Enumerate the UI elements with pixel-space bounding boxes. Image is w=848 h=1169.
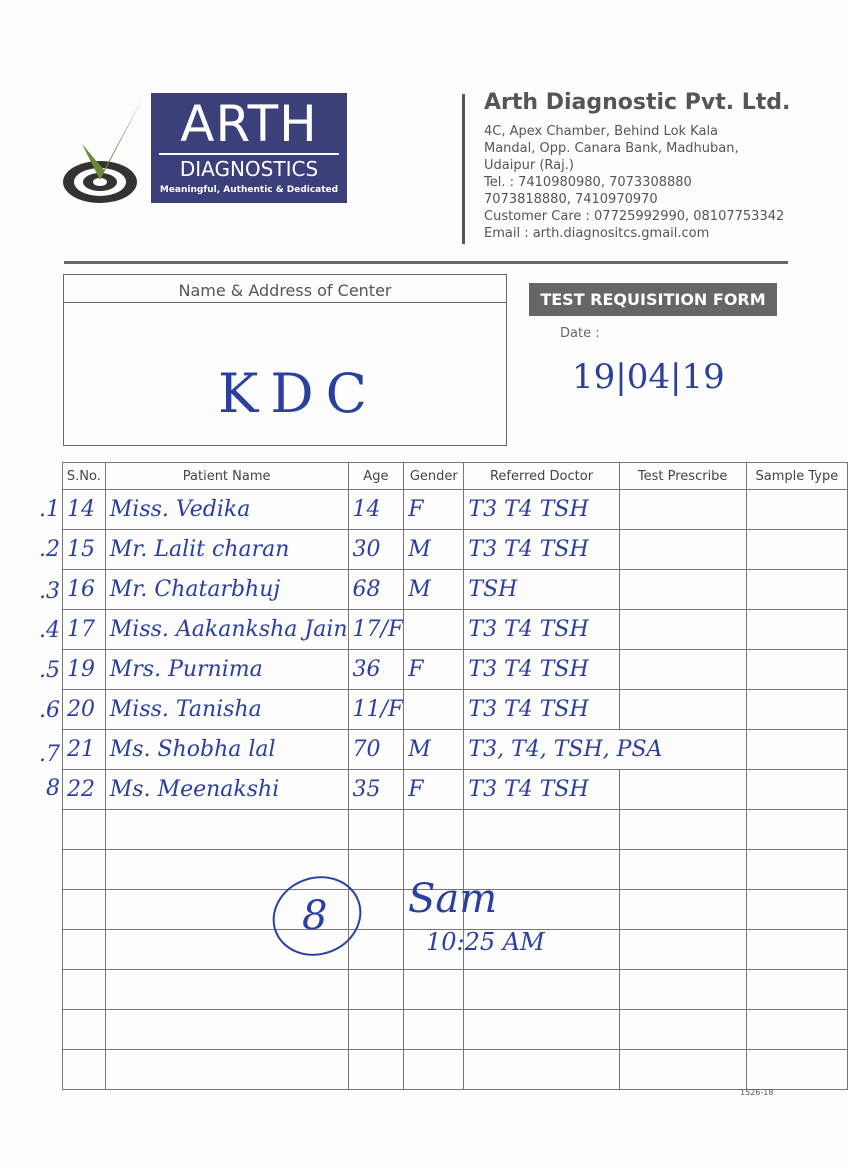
center-box-title: Name & Address of Center bbox=[178, 281, 392, 300]
cell-referred-doctor: T3 T4 TSH bbox=[464, 770, 619, 810]
table-row bbox=[63, 530, 848, 570]
table-row-empty bbox=[63, 810, 848, 850]
form-number: 1526-18 bbox=[740, 1088, 774, 1097]
date-value: 19|04|19 bbox=[572, 357, 725, 397]
cell-referred-doctor: T3, T4, TSH, PSA bbox=[464, 730, 746, 770]
table-row bbox=[63, 490, 848, 530]
cell-sample-type bbox=[746, 770, 847, 810]
company-name: Arth Diagnostic Pvt. Ltd. bbox=[484, 90, 791, 115]
logo-box bbox=[151, 93, 347, 203]
signature: Sam bbox=[408, 876, 498, 922]
cell-patient-name: Mr. Lalit charan bbox=[105, 530, 348, 570]
cell-referred-doctor: T3 T4 TSH bbox=[464, 690, 619, 730]
table-row bbox=[63, 690, 848, 730]
margin-number: 8 bbox=[46, 776, 60, 801]
cell-test-prescribe bbox=[619, 610, 746, 650]
cell-patient-name: Miss. Vedika bbox=[105, 490, 348, 530]
cell-gender: M bbox=[404, 530, 464, 570]
cell-sno: 22 bbox=[63, 770, 106, 810]
cell-gender: F bbox=[404, 770, 464, 810]
cell-referred-doctor: T3 T4 TSH bbox=[464, 650, 619, 690]
margin-number: .1 bbox=[39, 497, 60, 522]
table-row bbox=[63, 730, 848, 770]
header-referred-doctor: Referred Doctor bbox=[464, 463, 619, 490]
target-checkmark-icon bbox=[60, 92, 152, 207]
cell-age: 35 bbox=[348, 770, 404, 810]
cell-age: 17/F bbox=[348, 610, 404, 650]
cell-test-prescribe bbox=[619, 690, 746, 730]
company-address bbox=[484, 123, 784, 242]
cell-age: 14 bbox=[348, 490, 404, 530]
cell-age: 30 bbox=[348, 530, 404, 570]
cell-gender: M bbox=[404, 730, 464, 770]
cell-test-prescribe bbox=[619, 770, 746, 810]
table-row-empty bbox=[63, 1010, 848, 1050]
cell-referred-doctor: T3 T4 TSH bbox=[464, 490, 619, 530]
cell-gender: F bbox=[404, 650, 464, 690]
logo-main-text: ARTH bbox=[180, 95, 318, 153]
table-row-empty bbox=[63, 970, 848, 1010]
cell-sample-type bbox=[746, 490, 847, 530]
cell-sno: 19 bbox=[63, 650, 106, 690]
cell-sno: 17 bbox=[63, 610, 106, 650]
cell-age: 11/F bbox=[348, 690, 404, 730]
cell-referred-doctor: T3 T4 TSH bbox=[464, 530, 619, 570]
logo-tagline: Meaningful, Authentic & Dedicated bbox=[159, 185, 339, 195]
cell-age: 36 bbox=[348, 650, 404, 690]
table-row bbox=[63, 570, 848, 610]
header-divider bbox=[462, 94, 465, 244]
cell-patient-name: Mrs. Purnima bbox=[105, 650, 348, 690]
address-line: Mandal, Opp. Canara Bank, Madhuban, bbox=[484, 141, 739, 156]
time-note: 10:25 AM bbox=[426, 928, 545, 956]
header-rule bbox=[64, 261, 788, 264]
cell-gender bbox=[404, 610, 464, 650]
cell-test-prescribe bbox=[619, 490, 746, 530]
cell-patient-name: Ms. Meenakshi bbox=[105, 770, 348, 810]
cell-referred-doctor: TSH bbox=[464, 570, 619, 610]
table-row-empty bbox=[63, 1050, 848, 1090]
address-line: Customer Care : 07725992990, 08107753342 bbox=[484, 209, 785, 224]
cell-sample-type bbox=[746, 690, 847, 730]
cell-test-prescribe bbox=[619, 570, 746, 610]
cell-sample-type bbox=[746, 570, 847, 610]
table-row bbox=[63, 610, 848, 650]
table-header-row bbox=[63, 463, 848, 490]
header-sno: S.No. bbox=[63, 463, 106, 490]
margin-number: .2 bbox=[39, 537, 60, 562]
margin-number: .7 bbox=[39, 742, 60, 767]
margin-number: .5 bbox=[39, 658, 60, 683]
cell-referred-doctor: T3 T4 TSH bbox=[464, 610, 619, 650]
header-age: Age bbox=[348, 463, 404, 490]
address-line: Tel. : 7410980980, 7073308880 bbox=[484, 175, 692, 190]
table-row bbox=[63, 770, 848, 810]
address-line: 7073818880, 7410970970 bbox=[484, 192, 658, 207]
cell-gender: F bbox=[404, 490, 464, 530]
cell-patient-name: Miss. Aakanksha Jain bbox=[105, 610, 348, 650]
circled-count: 8 bbox=[302, 893, 328, 939]
logo-sub-text: DIAGNOSTICS bbox=[179, 157, 319, 181]
cell-gender bbox=[404, 690, 464, 730]
cell-patient-name: Mr. Chatarbhuj bbox=[105, 570, 348, 610]
cell-patient-name: Ms. Shobha lal bbox=[105, 730, 348, 770]
cell-sno: 14 bbox=[63, 490, 106, 530]
header-patient-name: Patient Name bbox=[105, 463, 348, 490]
cell-sample-type bbox=[746, 530, 847, 570]
cell-sno: 16 bbox=[63, 570, 106, 610]
cell-test-prescribe bbox=[619, 650, 746, 690]
requisition-table bbox=[62, 462, 848, 1090]
margin-number: .4 bbox=[39, 618, 60, 643]
cell-sno: 20 bbox=[63, 690, 106, 730]
center-name-handwritten: KDC bbox=[218, 362, 379, 425]
header-sample-type: Sample Type bbox=[746, 463, 847, 490]
margin-number: .3 bbox=[39, 579, 60, 604]
date-label: Date : bbox=[560, 326, 600, 341]
margin-number: .6 bbox=[39, 698, 60, 723]
cell-test-prescribe bbox=[619, 530, 746, 570]
table-row bbox=[63, 650, 848, 690]
cell-sample-type bbox=[746, 730, 847, 770]
address-line: Udaipur (Raj.) bbox=[484, 158, 574, 173]
cell-patient-name: Miss. Tanisha bbox=[105, 690, 348, 730]
cell-sno: 21 bbox=[63, 730, 106, 770]
cell-gender: M bbox=[404, 570, 464, 610]
center-box-rule bbox=[64, 302, 506, 303]
cell-sample-type bbox=[746, 650, 847, 690]
cell-age: 70 bbox=[348, 730, 404, 770]
cell-sno: 15 bbox=[63, 530, 106, 570]
cell-sample-type bbox=[746, 610, 847, 650]
form-title: TEST REQUISITION FORM bbox=[529, 283, 777, 316]
logo bbox=[60, 92, 360, 207]
header-gender: Gender bbox=[404, 463, 464, 490]
address-line: 4C, Apex Chamber, Behind Lok Kala bbox=[484, 124, 719, 139]
address-line: Email : arth.diagnositcs.gmail.com bbox=[484, 226, 710, 241]
cell-age: 68 bbox=[348, 570, 404, 610]
header-test-prescribe: Test Prescribe bbox=[619, 463, 746, 490]
